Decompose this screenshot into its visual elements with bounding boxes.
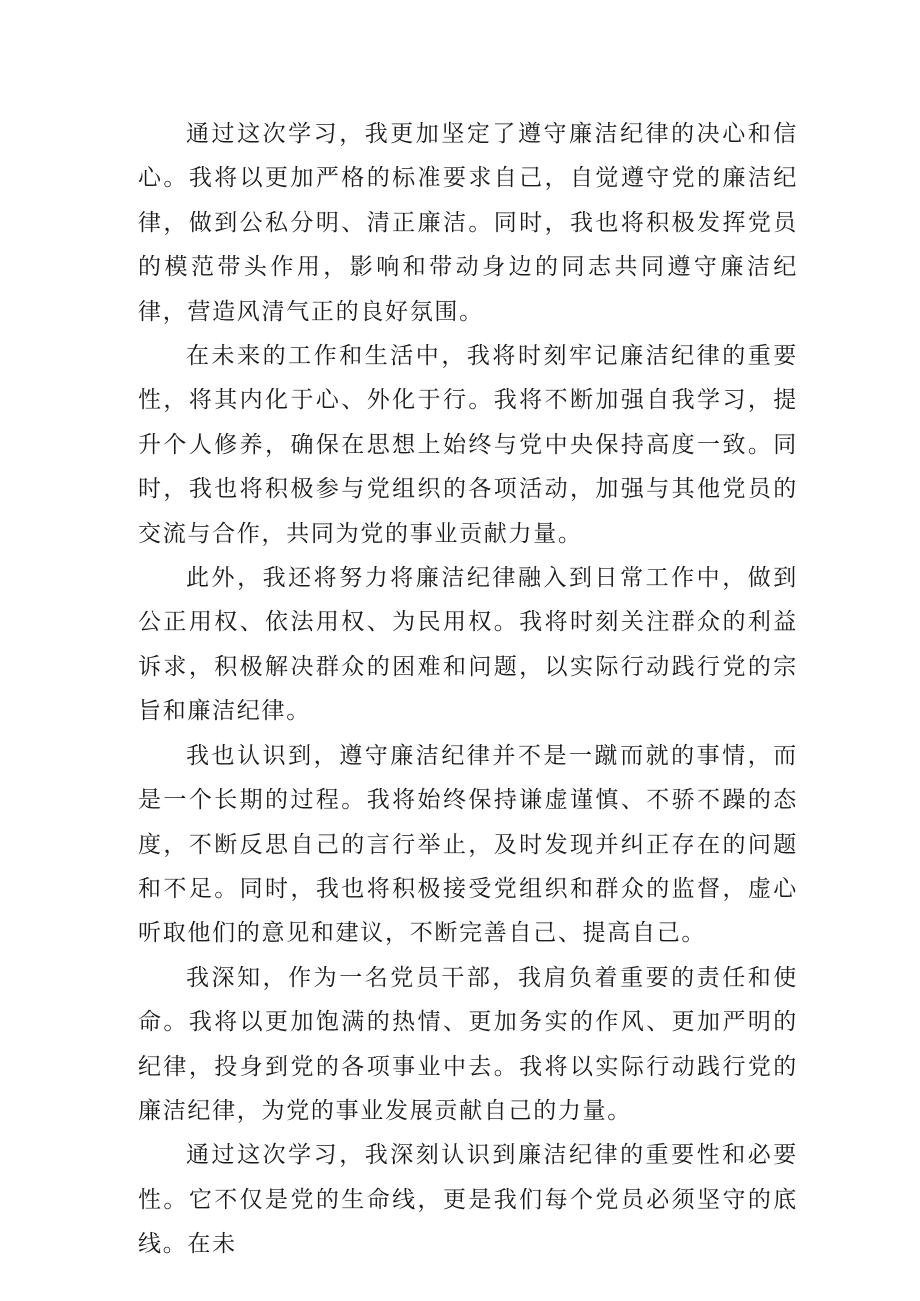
paragraph-3: 此外，我还将努力将廉洁纪律融入到日常工作中，做到公正用权、依法用权、为民用权。我将时刻关注群众的利益诉求，积极解决群众的困难和问题，以实际行动践行党的宗旨和廉洁纪律。 — [138, 565, 798, 725]
paragraph-6: 通过这次学习，我深刻认识到廉洁纪律的重要性和必要性。它不仅是党的生命线，更是我们每个党员必须坚守的底线。在未 — [138, 1142, 798, 1258]
paragraph-5: 我深知，作为一名党员干部，我肩负着重要的责任和使命。我将以更加饱满的热情、更加务实的作风、更加严明的纪律，投身到党的各项事业中去。我将以实际行动践行党的廉洁纪律，为党的事业发展贡献自己的力量。 — [138, 964, 798, 1124]
paragraph-1: 通过这次学习，我更加坚定了遵守廉洁纪律的决心和信心。我将以更加严格的标准要求自己，自觉遵守党的廉洁纪律，做到公私分明、清正廉洁。同时，我也将积极发挥党员的模范带头作用，影响和带动身边的同志共同遵守廉洁纪律，营造风清气正的良好氛围。 — [138, 121, 798, 325]
paragraph-4: 我也认识到，遵守廉洁纪律并不是一蹴而就的事情，而是一个长期的过程。我将始终保持谦虚谨慎、不骄不躁的态度，不断反思自己的言行举止，及时发现并纠正存在的问题和不足。同时，我也将积极接受党组织和群众的监督，虚心听取他们的意见和建议，不断完善自己、提高自己。 — [138, 742, 798, 947]
paragraph-2: 在未来的工作和生活中，我将时刻牢记廉洁纪律的重要性，将其内化于心、外化于行。我将不断加强自我学习，提升个人修养，确保在思想上始终与党中央保持高度一致。同时，我也将积极参与党组织的各项活动，加强与其他党员的交流与合作，共同为党的事业贡献力量。 — [138, 343, 798, 547]
document-body — [138, 112, 798, 1267]
